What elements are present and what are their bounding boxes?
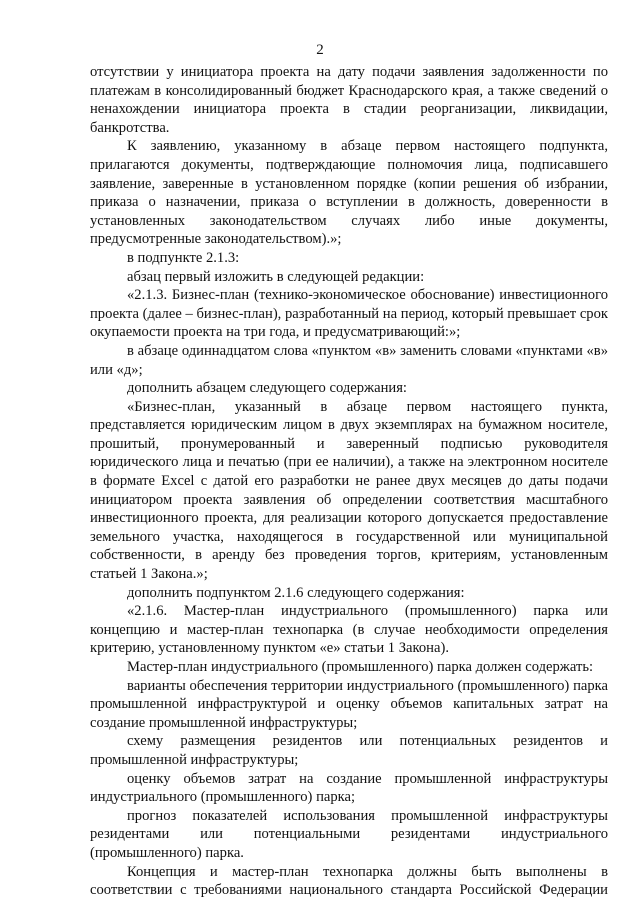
paragraph-16: Концепция и мастер-план технопарка должны быть выполнены в соответствии с требованиями национального стандарта Российской Федерации xyxy=(90,863,608,899)
paragraph-11: Мастер-план индустриального (промышленного) парка должен содержать: xyxy=(127,659,594,675)
paragraph-14: оценку объемов затрат на создание промышленной инфраструктуры индустриального (промышленного) парка; xyxy=(90,770,608,806)
paragraph-1: отсутствии у инициатора проекта на дату подачи заявления задолженности по платежам в консолидированный бюджет Краснодарского края, а также сведений о ненахождении инициатора проекта в стадии реорганизации, ликвидации, банкротства. xyxy=(90,64,608,136)
page-number: 2 xyxy=(316,42,324,58)
paragraph-10: «2.1.6. Мастер-план индустриального (промышленного) парка или концепцию и мастер-план технопарка (в случае необходимости определения критерию, установленному пунктом «е» статьи 1 Закона). xyxy=(90,603,608,657)
paragraph-3: в подпункте 2.1.3: xyxy=(127,249,240,266)
paragraph-8: «Бизнес-план, указанный в абзаце первом настоящего пункта, представляется юридическим лицом в двух экземплярах на бумажном носителе, прошитый, пронумерованный и заверенный подписью руководителя юридического лица и печатью (при ее наличии), а также на электронном носителе в формате Excel с датой его разработки не ранее двух месяцев до даты подачи инициатором проекта заявления об определении соответствия масштабного инвестиционного проекта, для реализации которого допускается предоставление земельного участка, находящегося в государственной или муниципальной собственности, в аренду без проведения торгов, критериям, установленным статьей 1 Закона.»; xyxy=(90,398,608,583)
document-body xyxy=(90,63,608,900)
paragraph-4: абзац первый изложить в следующей редакции: xyxy=(127,268,425,285)
paragraph-2: К заявлению, указанному в абзаце первом настоящего подпункта, прилагаются документы, подтверждающие полномочия лица, подписавшего заявление, заверенные в установленном порядке (копии решения об избрании, приказа о назначении, приказа о вступлении в должность, доверенности в установленных законодательством случаях либо иные документы, предусмотренные законодательством).»; xyxy=(90,138,608,248)
paragraph-6: в абзаце одиннадцатом слова «пунктом «в» заменить словами «пунктами «в» или «д»; xyxy=(90,342,608,378)
paragraph-13: схему размещения резидентов или потенциальных резидентов и промышленной инфраструктуры; xyxy=(90,733,608,768)
paragraph-15: прогноз показателей использования промышленной инфраструктуры резидентами или потенциальными резидентами индустриального (промышленного) парка. xyxy=(90,807,608,861)
paragraph-7: дополнить абзацем следующего содержания: xyxy=(127,380,407,397)
paragraph-12: варианты обеспечения территории индустриального (промышленного) парка промышленной инфраструктурой и оценку объемов капитальных затрат на создание промышленной инфраструктуры; xyxy=(90,677,608,731)
paragraph-5: «2.1.3. Бизнес-план (технико-экономическое обоснование) инвестиционного проекта (далее – бизнес-план), разработанный на период, который превышает срок окупаемости проекта на три года, и предусматривающий:»; xyxy=(90,287,608,341)
paragraph-9: дополнить подпунктом 2.1.6 следующего содержания: xyxy=(127,584,465,601)
